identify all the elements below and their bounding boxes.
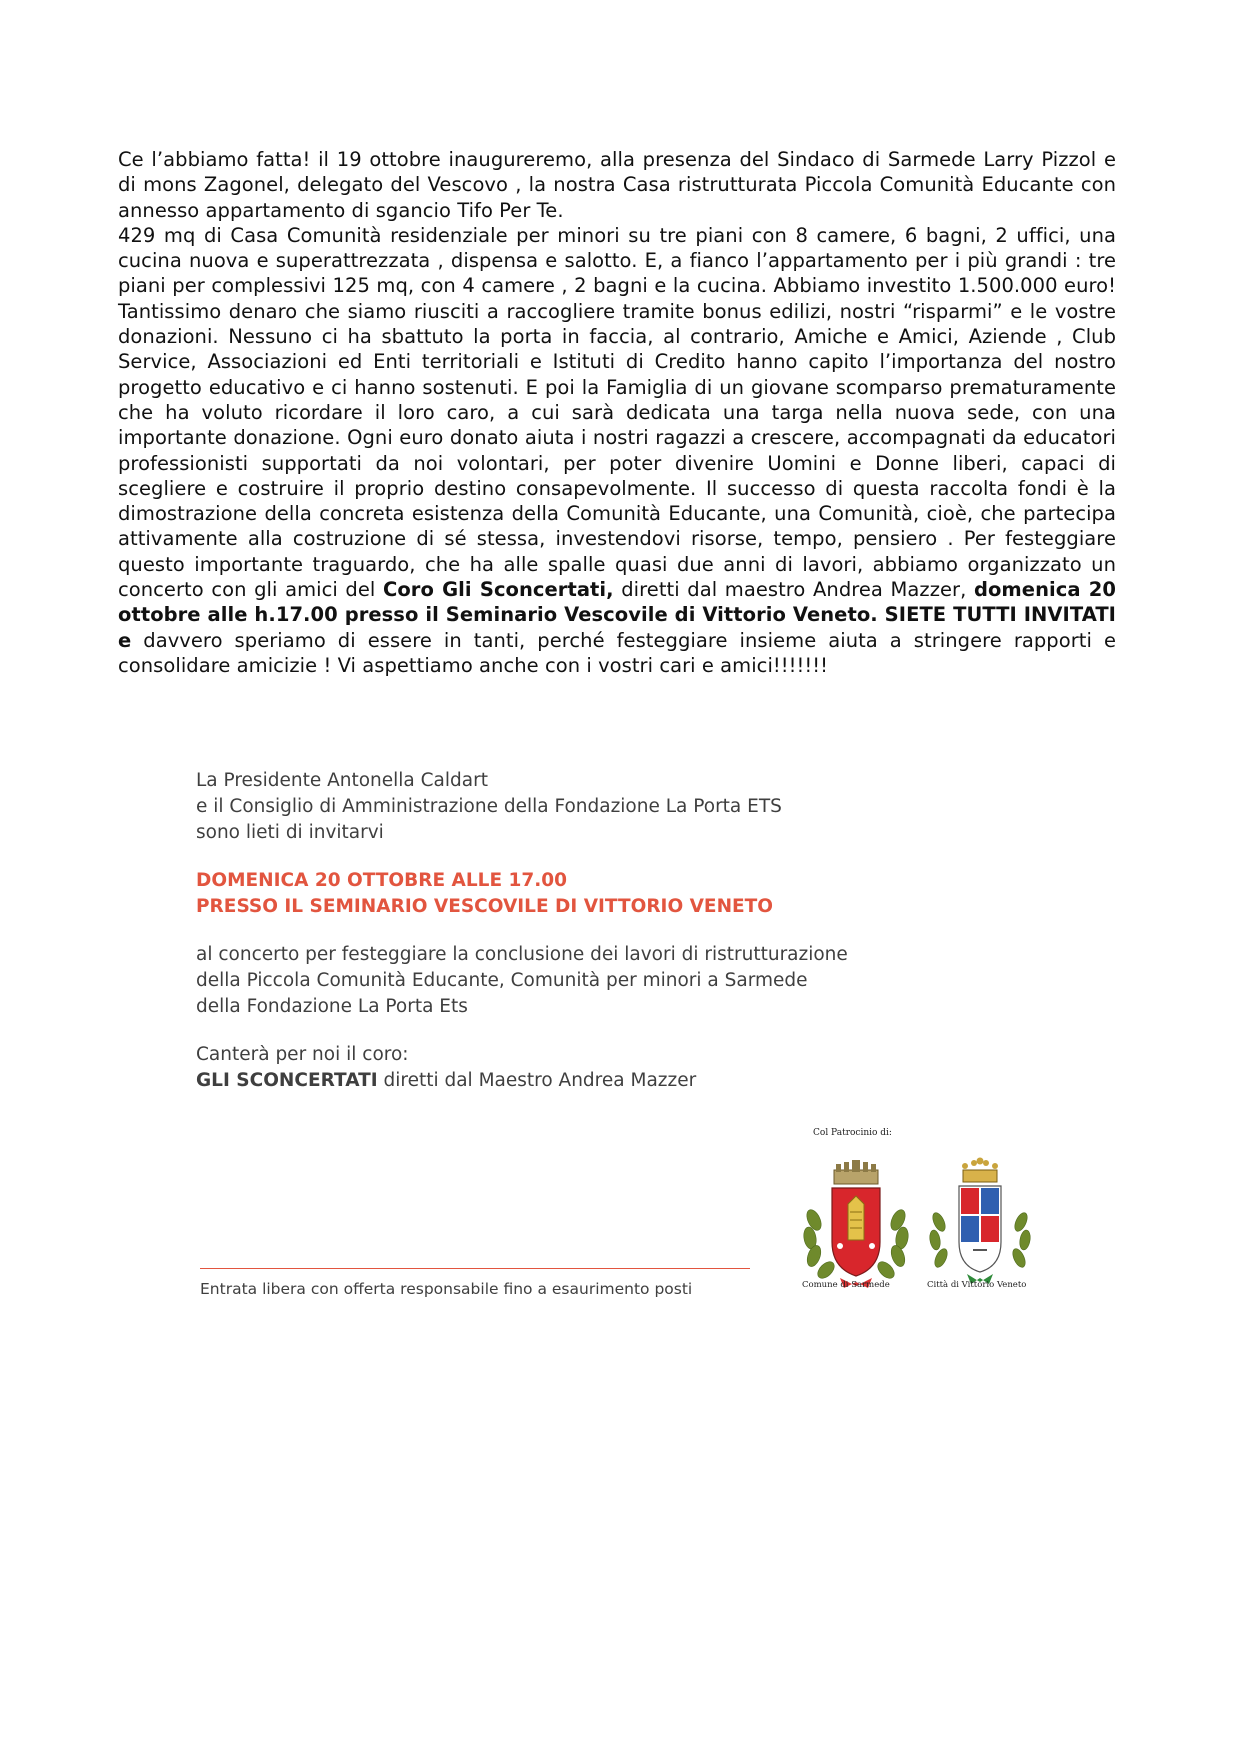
vittorio-veneto-caption: Città di Vittorio Veneto xyxy=(927,1280,1027,1290)
event-bold-text: domenica 20 ottobre alle h.17.00 presso il Seminario Vescovile di Vittorio Veneto. SIETE TUTTI INVITATI e xyxy=(118,578,1116,652)
invitation-card xyxy=(196,768,976,1116)
purpose-line: al concerto per festeggiare la conclusione dei lavori di ristrutturazione xyxy=(196,944,848,965)
invitation-date-venue xyxy=(196,868,976,920)
choir-bold-text: Coro Gli Sconcertati, xyxy=(383,578,614,602)
choir-intro: Canterà per noi il coro: xyxy=(196,1044,409,1065)
intro-line: e il Consiglio di Amministrazione della Fondazione La Porta ETS xyxy=(196,796,782,817)
entry-note: Entrata libera con offerta responsabile fino a esaurimento posti xyxy=(200,1280,693,1298)
event-venue: PRESSO IL SEMINARIO VESCOVILE DI VITTORIO VENETO xyxy=(196,896,774,917)
conductor-text: diretti dal maestro Andrea Mazzer, xyxy=(613,578,974,602)
intro-line: sono lieti di invitarvi xyxy=(196,822,384,843)
paragraph-main xyxy=(118,223,1116,678)
invitation-intro xyxy=(196,768,976,846)
patronage-label: Col Patrocinio di: xyxy=(813,1128,892,1138)
choir-line xyxy=(196,1068,976,1094)
patronage-block xyxy=(790,1120,1050,1300)
sarmede-coat-of-arms-icon xyxy=(800,1150,912,1300)
choir-name: GLI SCONCERTATI xyxy=(196,1070,378,1091)
closing-text: davvero speriamo di essere in tanti, perché festeggiare insieme aiuta a stringere rapporti e consolidare amicizie ! Vi aspettiamo anche con i vostri cari e amici!!!!!!! xyxy=(118,628,1116,677)
accent-divider xyxy=(200,1268,750,1269)
vittorio-veneto-coat-of-arms-icon xyxy=(925,1150,1035,1300)
paragraph-main-text: 429 mq di Casa Comunità residenziale per minori su tre piani con 8 camere, 6 bagni, 2 uffici, una cucina nuova e superattrezzata , dispensa e salotto. E, a fianco l’appartamento per i più grandi : tre piani per complessivi 125 mq, con 4 camere , 2 bagni e la cucina. Abbiamo investito 1.500.000 euro! Tantissimo denaro che siamo riusciti a raccogliere tramite bonus edilizi, nostri “risparmi” e le vostre donazioni. Nessuno ci ha sbattuto la porta in faccia, al contrario, Amiche e Amici, Aziende , Club Service, Associazioni ed Enti territoriali e Istituti di Credito hanno capito l’importanza del nostro progetto educativo e ci hanno sostenuti. E poi la Famiglia di un giovane scomparso prematuramente che ha voluto ricordare il loro caro, a cui sarà dedicata una targa nella nuova sede, con una importante donazione. Ogni euro donato aiuta i nostri ragazzi a crescere, accompagnati da educatori professionisti supportati da noi volontari, per poter divenire Uomini e Donne liberi, capaci di scegliere e costruire il proprio destino consapevolmente. Il successo di questa raccolta fondi è la dimostrazione della concreta esistenza della Comunità Educante, una Comunità, cioè, che partecipa attivamente alla costruzione di sé stessa, investendovi risorse, tempo, pensiero . Per festeggiare questo importante traguardo, che ha alle spalle quasi due anni di lavori, abbiamo organizzato un concerto con gli amici del xyxy=(118,223,1116,602)
purpose-line: della Piccola Comunità Educante, Comunità per minori a Sarmede xyxy=(196,970,808,991)
article-text xyxy=(118,147,1116,678)
sarmede-caption: Comune di Sarmede xyxy=(802,1280,890,1290)
event-date: DOMENICA 20 OTTOBRE ALLE 17.00 xyxy=(196,870,568,891)
invitation-choir xyxy=(196,1042,976,1094)
choir-conductor: diretti dal Maestro Andrea Mazzer xyxy=(377,1070,697,1091)
intro-line: La Presidente Antonella Caldart xyxy=(196,770,488,791)
purpose-line: della Fondazione La Porta Ets xyxy=(196,996,468,1017)
invitation-purpose xyxy=(196,942,976,1020)
paragraph-intro: Ce l’abbiamo fatta! il 19 ottobre inaugureremo, alla presenza del Sindaco di Sarmede Larry Pizzol e di mons Zagonel, delegato del Vescovo , la nostra Casa ristrutturata Piccola Comunità Educante con annesso appartamento di sgancio Tifo Per Te. xyxy=(118,148,1116,222)
